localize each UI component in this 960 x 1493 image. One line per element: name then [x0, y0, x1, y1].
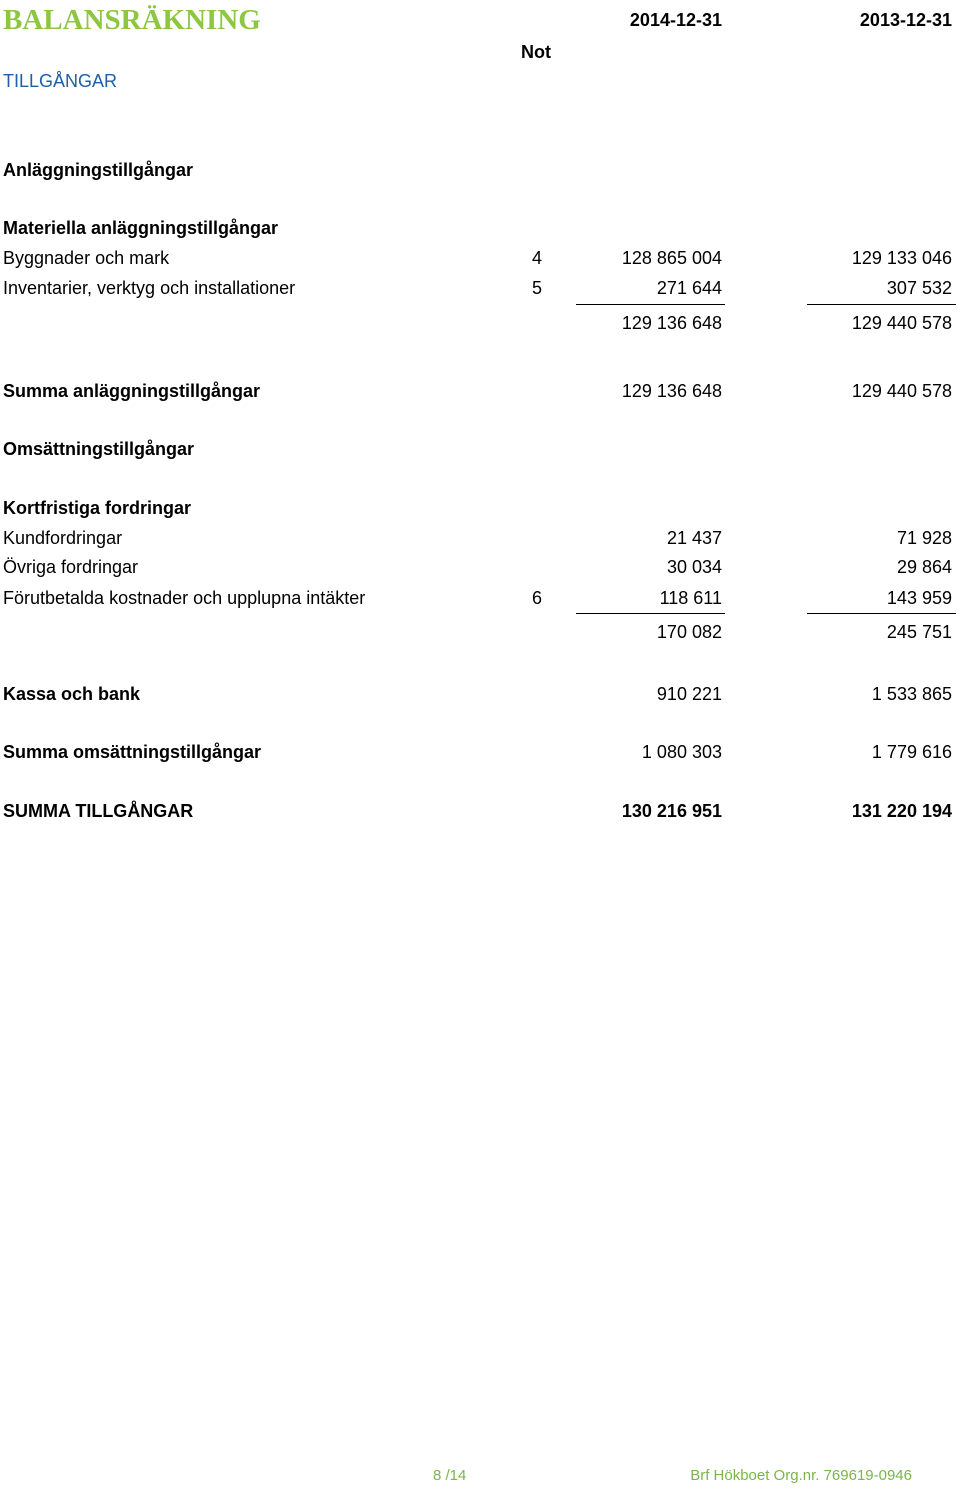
- organization-number: Brf Hökboet Org.nr. 769619-0946: [690, 1467, 912, 1484]
- total-value-2013: 129 440 578: [851, 381, 952, 401]
- document-title: BALANSRÄKNING: [3, 4, 261, 36]
- row-note: 4: [532, 248, 543, 268]
- grand-total-value-2014: 130 216 951: [621, 801, 722, 821]
- subtotal-value-2013: 245 751: [886, 622, 952, 642]
- row-value-2013: 29 864: [896, 557, 952, 577]
- heading-fixed-assets: Anläggningstillgångar: [3, 160, 194, 180]
- total-value-2014: 129 136 648: [621, 381, 722, 401]
- column-header-note: Not: [521, 42, 551, 62]
- row-value-2013: 71 928: [896, 528, 952, 548]
- row-label: Kundfordringar: [3, 528, 123, 548]
- row-value-2014: 128 865 004: [621, 248, 722, 268]
- total-label: Summa omsättningstillgångar: [3, 742, 262, 762]
- page-number: 8 /14: [433, 1467, 467, 1484]
- heading-current-assets: Omsättningstillgångar: [3, 439, 195, 459]
- row-note: 5: [532, 278, 543, 298]
- subtotal-value-2014: 170 082: [656, 622, 722, 642]
- grand-total-label: SUMMA TILLGÅNGAR: [3, 801, 194, 821]
- row-value-2014: 271 644: [656, 278, 722, 298]
- subtotal-rule-2013: [807, 304, 956, 305]
- grand-total-value-2013: 131 220 194: [851, 801, 952, 821]
- row-label: Inventarier, verktyg och installationer: [3, 278, 296, 298]
- total-label: Summa anläggningstillgångar: [3, 381, 261, 401]
- row-value-2013: 129 133 046: [851, 248, 952, 268]
- row-value-2013: 307 532: [886, 278, 952, 298]
- row-value-2014: 30 034: [666, 557, 722, 577]
- cash-value-2014: 910 221: [656, 684, 722, 704]
- cash-label: Kassa och bank: [3, 684, 141, 704]
- subheading-short-term-receivables: Kortfristiga fordringar: [3, 498, 192, 518]
- cash-value-2013: 1 533 865: [871, 684, 952, 704]
- row-label: Övriga fordringar: [3, 557, 139, 577]
- row-value-2014: 118 611: [659, 588, 722, 608]
- total-value-2014: 1 080 303: [641, 742, 722, 762]
- subtotal-rule-2014: [576, 304, 725, 305]
- row-value-2014: 21 437: [666, 528, 722, 548]
- column-header-2013: 2013-12-31: [859, 10, 952, 30]
- subheading-tangible-assets: Materiella anläggningstillgångar: [3, 218, 279, 238]
- row-note: 6: [532, 588, 543, 608]
- section-heading-assets: TILLGÅNGAR: [3, 71, 118, 91]
- subtotal-value-2013: 129 440 578: [851, 313, 952, 333]
- subtotal-rule-2013: [807, 613, 956, 614]
- row-label: Byggnader och mark: [3, 248, 170, 268]
- row-value-2013: 143 959: [886, 588, 952, 608]
- row-label: Förutbetalda kostnader och upplupna intäkter: [3, 588, 366, 608]
- column-header-2014: 2014-12-31: [629, 10, 722, 30]
- subtotal-rule-2014: [576, 613, 725, 614]
- subtotal-value-2014: 129 136 648: [621, 313, 722, 333]
- total-value-2013: 1 779 616: [871, 742, 952, 762]
